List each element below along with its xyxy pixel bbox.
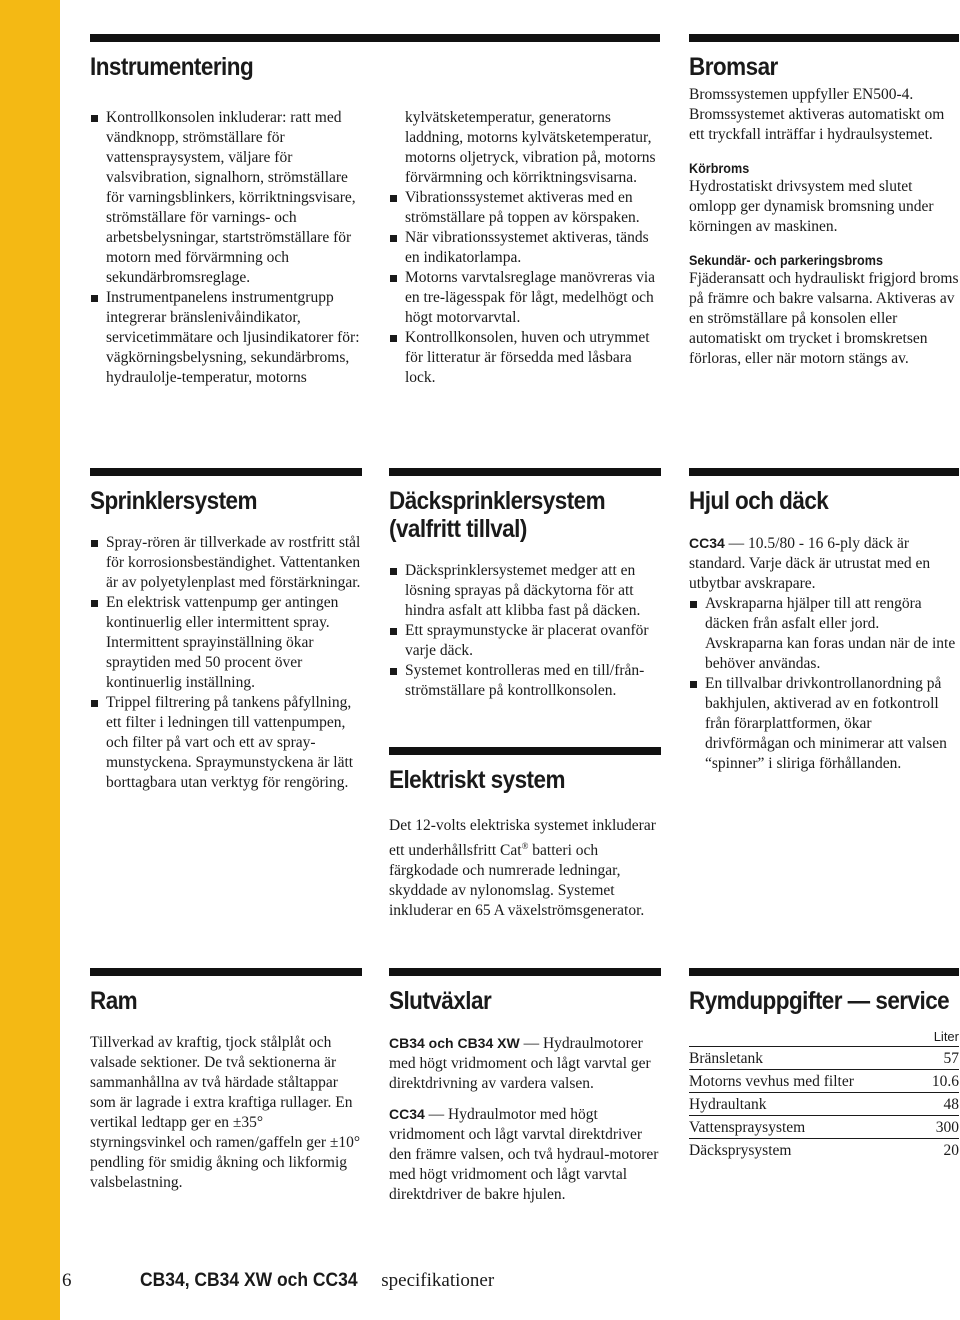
model-name: CC34 — [389, 1106, 425, 1122]
section-rule — [90, 34, 660, 42]
section-rule — [389, 747, 661, 755]
list-item: Avskraparna hjälper till att rengöra däcken från asfalt eller jord. Avskraparna kan foras undan när de inte behöver användas. — [689, 594, 959, 674]
section-rule — [689, 34, 959, 42]
model-name: CC34 — [689, 535, 725, 551]
table-row — [689, 1139, 959, 1162]
slutvaxlar-p1 — [389, 1033, 661, 1094]
capacity-table — [689, 1029, 959, 1161]
hjul-intro — [689, 533, 959, 594]
sprinklersystem-section — [90, 468, 362, 793]
row-value: 10.6 — [921, 1070, 959, 1093]
slutvaxlar-section — [389, 968, 661, 1205]
section-heading: Ram — [90, 987, 138, 1015]
row-value: 300 — [921, 1116, 959, 1139]
list-item: Motorns varvtalsreglage manövreras via en tre-lägesspak för lågt, medelhögt och högt motorvarvtal. — [389, 268, 661, 328]
ram-text: Tillverkad av kraftig, tjock stålplåt och valsade sektioner. De två sektionerna är sammanhållna av två härdade ståltappar som är lagrade i extra kraftiga rullager. En vertikal ledtapp ger en ±35° styrningsvinkel och ramen/gaffeln ger ±10° pendling för smidig åkning och likformig valsbelastning. — [90, 1034, 361, 1191]
rymd-section — [689, 968, 959, 1161]
table-row — [689, 1093, 959, 1116]
list-item: Instrumentpanelens instrumentgrupp integrerar bränslenivåindikator, servicetimmätare och ljusindikatorer för: vägkörningsbelysning, sekundärbroms, hydraulolje-temperatur, motorns — [90, 288, 362, 388]
slutvaxlar-p2 — [389, 1104, 661, 1205]
table-row — [689, 1070, 959, 1093]
page-number: 6 — [62, 1270, 72, 1291]
hjul-section — [689, 468, 959, 774]
footer-title — [140, 1270, 494, 1292]
section-heading: Hjul och däck — [689, 487, 829, 515]
list-item: En elektrisk vattenpump ger antingen kontinuerlig eller intermittent spray. Intermittent sprayinställning ökar spraytiden med 50 procent över kontinuerlig inställning. — [90, 593, 362, 693]
sekundarbroms-title: Sekundär- och parkeringsbroms — [689, 252, 883, 268]
section-heading: Sprinklersystem — [90, 487, 257, 515]
list-item: En tillvalbar drivkontrollanordning på bakhjulen, aktiverad av en fotkontroll från förarplattformen, ökar drivförmågan och minimerar att valsen “spinner” i sliriga förhållanden. — [689, 674, 959, 774]
dacksprinkler-section — [389, 468, 661, 701]
footer-models: CB34, CB34 XW och CC34 — [140, 1270, 358, 1291]
row-label: Bränsletank — [689, 1047, 921, 1070]
text-part: batteri och färgkodade och numrerade ledningar, skyddade av nylonomslag. Systemet inkluderar en 65 A växelströmsgenerator. — [389, 842, 645, 920]
instrumentering-col1 — [90, 108, 362, 388]
elektriskt-section — [389, 747, 661, 921]
table-row — [689, 1047, 959, 1070]
unit-header: Liter — [921, 1029, 959, 1047]
text-part: Det 12-volts elektriska systemet inkluderar ett underhållsfritt Cat — [389, 817, 656, 860]
list-item: Kontrollkonsolen inkluderar: ratt med vändknopp, strömställare för vattenspraysystem, väljare för valsvibration, signalhorn, strömställare för varningsblinkers, körriktningsvisare, strömställare för varnings- och arbetsbelysningar, startströmställare för motorn med förvärmning och sekundärbromsreglage. — [90, 108, 362, 288]
footer-text: specifikationer — [376, 1270, 495, 1291]
list-item: Systemet kontrolleras med en till/från-strömställare på kontrollkonsolen. — [389, 661, 661, 701]
section-heading: Slutväxlar — [389, 987, 492, 1015]
section-rule — [689, 968, 959, 976]
section-heading — [389, 487, 634, 543]
row-label: Hydraultank — [689, 1093, 921, 1116]
row-label: Motorns vevhus med filter — [689, 1070, 921, 1093]
list-item: Kontrollkonsolen, huven och utrymmet för litteratur är försedda med låsbara lock. — [389, 328, 661, 388]
row-value: 20 — [943, 1142, 959, 1159]
text-part: — Hydraulmotorer med högt vridmoment och lågt varvtal ger direktdrivning av vardera valsen. — [389, 1035, 651, 1092]
section-heading: Rymduppgifter — service — [689, 987, 950, 1015]
section-rule — [689, 468, 959, 476]
yellow-side-bar — [0, 0, 60, 1320]
elektriskt-text — [389, 816, 661, 921]
section-rule — [389, 468, 661, 476]
list-item-continuation: kylvätsketemperatur, generatorns laddning, motorns kylvätsketemperatur, motorns oljetryck, vibration på, motorns förvärmning och körriktningsvisarna. — [405, 109, 656, 186]
sekundarbroms-text: Fjäderansatt och hydrauliskt frigjord broms på främre och bakre valsarna. Aktiveras av en strömställare på konsolen eller automatiskt om trycket i bromskretsen förloras, eller när motorn stängs av. — [689, 270, 959, 367]
list-item: Trippel filtrering på tankens påfyllning, ett filter i ledningen till vattenpumpen, och filter på vart och ett av spray-munstyckena. Spraymunstyckena är lätt borttagbara utan verktyg för rengöring. — [90, 693, 362, 793]
model-name: CB34 och CB34 XW — [389, 1035, 520, 1051]
ram-section — [90, 968, 362, 1193]
list-item: Spray-rören är tillverkade av rostfritt stål för korrosionsbeständighet. Vattentanken är av polyetylenplast med förstärkningar. — [90, 533, 362, 593]
section-rule — [389, 968, 661, 976]
row-value: 57 — [921, 1047, 959, 1070]
instrumentering-col2 — [389, 108, 661, 388]
instrumentering-section — [90, 34, 660, 81]
heading-line: Däcksprinklersystem — [389, 487, 606, 515]
list-item: Ett spraymunstycke är placerat ovanför varje däck. — [389, 621, 661, 661]
section-heading: Elektriskt system — [389, 766, 565, 794]
korbroms-text: Hydrostatiskt drivsystem med slutet omlopp ger dynamisk bromsning under körningen av maskinen. — [689, 178, 934, 235]
heading-line: (valfritt tillval) — [389, 515, 527, 543]
list-item: Däcksprinklersystemet medger att en lösning sprayas på däckytorna för att hindra asfalt att klibba fast på däcken. — [389, 561, 661, 621]
bromsar-intro: Bromssystemen uppfyller EN500-4. Bromssystemet aktiveras automatiskt om ett tryckfall inträffar i hydraulsystemet. — [689, 86, 945, 143]
table-header-row — [689, 1029, 959, 1047]
section-heading: Instrumentering — [90, 53, 254, 81]
registered-mark: ® — [521, 841, 529, 851]
row-value: 48 — [921, 1093, 959, 1116]
row-label: Däcksprysystem — [689, 1142, 792, 1159]
text-part: — 10.5/80 - 16 6-ply däck är standard. Varje däck är utrustat med en utbytbar avskrapare. — [689, 535, 931, 592]
list-item: När vibrationssystemet aktiveras, tänds en indikatorlampa. — [389, 228, 661, 268]
bromsar-section — [689, 34, 959, 369]
section-heading: Bromsar — [689, 53, 778, 81]
table-row — [689, 1116, 959, 1139]
row-label: Vattenspraysystem — [689, 1116, 921, 1139]
text-part: — Hydraulmotor med högt vridmoment och lågt varvtal direktdriver den främre valsen, och två hydraul-motorer med högt vridmoment och lågt varvtal direktdriver de bakre hjulen. — [389, 1106, 659, 1203]
korbroms-title: Körbroms — [689, 160, 750, 176]
list-item: Vibrationssystemet aktiveras med en strömställare på toppen av körspaken. — [389, 188, 661, 228]
section-rule — [90, 468, 362, 476]
section-rule — [90, 968, 362, 976]
